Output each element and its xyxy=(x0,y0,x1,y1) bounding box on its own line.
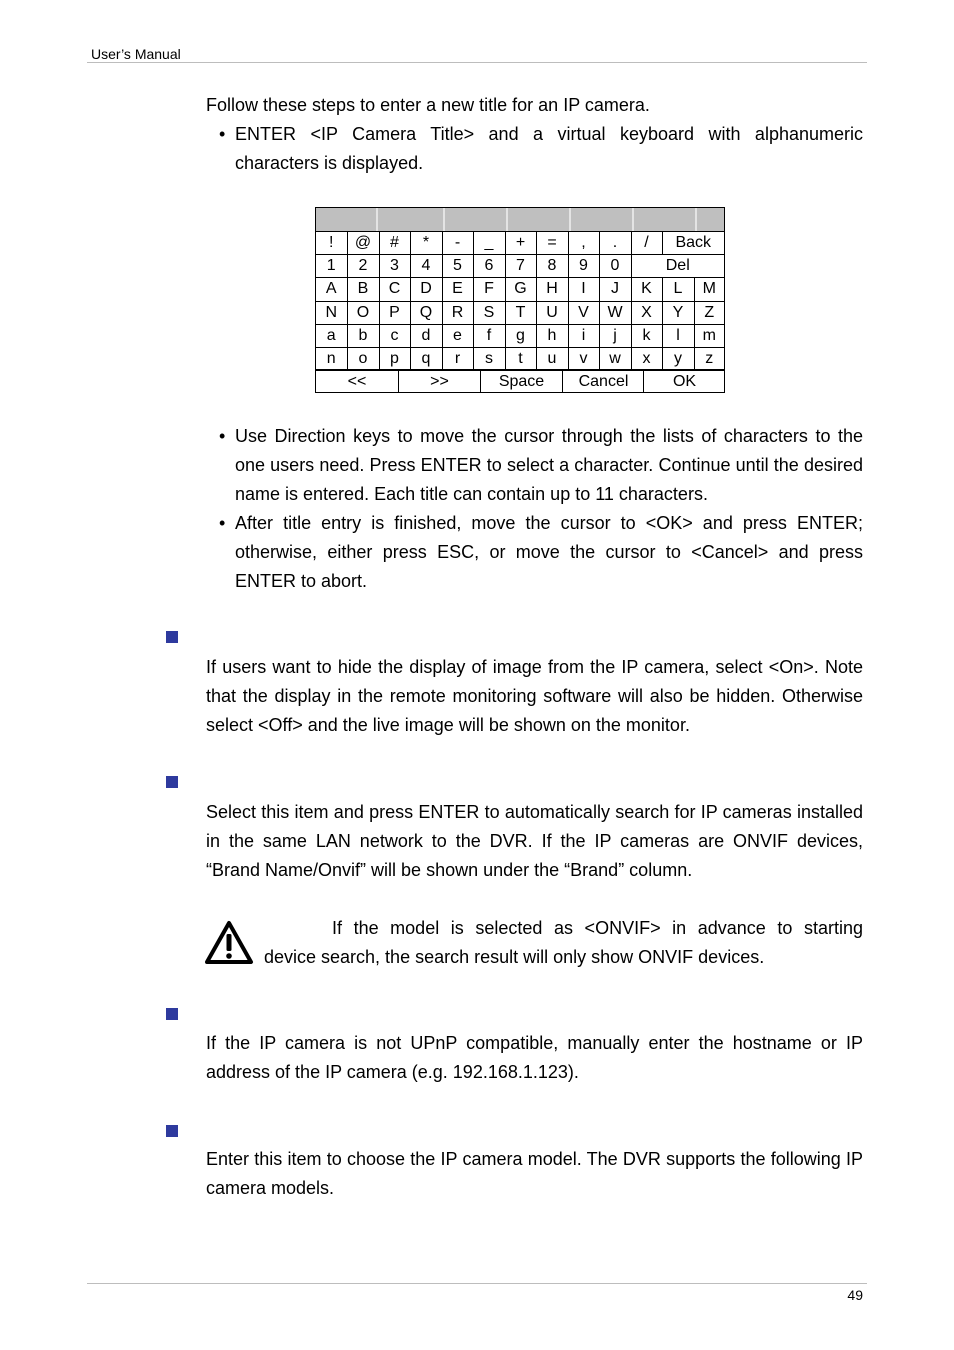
key[interactable]: H xyxy=(536,278,568,301)
bullet-marker: • xyxy=(219,124,226,144)
key[interactable]: e xyxy=(442,324,473,347)
key[interactable]: z xyxy=(694,347,724,370)
key[interactable]: h xyxy=(536,324,568,347)
key[interactable]: M xyxy=(694,278,724,301)
warning-icon xyxy=(204,920,254,966)
key[interactable]: i xyxy=(568,324,599,347)
key[interactable]: E xyxy=(442,278,473,301)
bullet-finish-entry: After title entry is finished, move the cursor to <OK> and press ENTER; otherwise, either press ESC, or move the cursor to <Cancel> and press ENTER to abort. xyxy=(235,513,863,591)
intro-text: Follow these steps to enter a new title for an IP camera. xyxy=(206,95,650,115)
key[interactable]: L xyxy=(662,278,694,301)
section-marker-square xyxy=(166,1125,178,1137)
key-ok[interactable]: OK xyxy=(643,370,725,393)
key[interactable]: f xyxy=(473,324,505,347)
key[interactable]: q xyxy=(410,347,442,370)
key[interactable]: N xyxy=(316,301,347,324)
key[interactable]: * xyxy=(410,232,442,255)
host-section-text: If the IP camera is not UPnP compatible, manually enter the hostname or IP address of the IP camera (e.g. 192.168.1.123). xyxy=(206,1033,863,1082)
virtual-keyboard xyxy=(315,207,725,393)
footer-divider xyxy=(87,1283,867,1284)
bullet-direction-keys: Use Direction keys to move the cursor through the lists of characters to the one users need. Press ENTER to select a character. Continue until the desired name is entered. Each title can contain up to 11 characters. xyxy=(235,426,863,504)
key[interactable]: W xyxy=(599,301,631,324)
key[interactable]: 9 xyxy=(568,255,599,278)
key[interactable]: a xyxy=(316,324,347,347)
header-divider xyxy=(87,62,867,63)
key[interactable]: O xyxy=(347,301,379,324)
note-text-line2: device search, the search result will only show ONVIF devices. xyxy=(264,947,765,967)
key[interactable]: g xyxy=(505,324,536,347)
key[interactable]: d xyxy=(410,324,442,347)
key[interactable]: J xyxy=(599,278,631,301)
key[interactable]: , xyxy=(568,232,599,255)
section-marker-square xyxy=(166,631,178,643)
key[interactable]: r xyxy=(442,347,473,370)
bullet-marker: • xyxy=(219,513,226,533)
key[interactable]: j xyxy=(599,324,631,347)
key[interactable]: # xyxy=(379,232,410,255)
key[interactable]: F xyxy=(473,278,505,301)
key[interactable]: 6 xyxy=(473,255,505,278)
key[interactable]: S xyxy=(473,301,505,324)
key-prev[interactable]: << xyxy=(347,373,367,390)
key[interactable]: o xyxy=(347,347,379,370)
key[interactable]: 2 xyxy=(347,255,379,278)
key[interactable]: y xyxy=(662,347,694,370)
key[interactable]: B xyxy=(347,278,379,301)
key[interactable]: Z xyxy=(694,301,724,324)
key[interactable]: n xyxy=(316,347,347,370)
model-section-text: Enter this item to choose the IP camera model. The DVR supports the following IP camera models. xyxy=(206,1149,863,1198)
key[interactable]: + xyxy=(505,232,536,255)
key[interactable]: b xyxy=(347,324,379,347)
keyboard-title-bar xyxy=(316,208,724,232)
key[interactable]: 7 xyxy=(505,255,536,278)
key[interactable]: v xyxy=(568,347,599,370)
key[interactable]: l xyxy=(662,324,694,347)
search-section-text: Select this item and press ENTER to automatically search for IP cameras installed in the same LAN network to the DVR. If the IP cameras are ONVIF devices, “Brand Name/Onvif” will be shown under the “Brand” column. xyxy=(206,802,863,880)
key[interactable]: Y xyxy=(662,301,694,324)
key-next[interactable]: >> xyxy=(398,370,480,393)
key[interactable]: K xyxy=(631,278,662,301)
key[interactable]: c xyxy=(379,324,410,347)
key-back[interactable]: Back xyxy=(662,232,724,255)
key[interactable]: 0 xyxy=(599,255,631,278)
key[interactable]: p xyxy=(379,347,410,370)
key[interactable]: w xyxy=(599,347,631,370)
key[interactable]: @ xyxy=(347,232,379,255)
key-cancel[interactable]: Cancel xyxy=(562,370,644,393)
section-marker-square xyxy=(166,1008,178,1020)
key[interactable]: 8 xyxy=(536,255,568,278)
key[interactable]: Q xyxy=(410,301,442,324)
key[interactable]: m xyxy=(694,324,724,347)
key[interactable]: _ xyxy=(473,232,505,255)
hide-section-text: If users want to hide the display of image from the IP camera, select <On>. Note that the display in the remote monitoring software will also be hidden. Otherwise select <Off> and the live image will be shown on the monitor. xyxy=(206,657,863,735)
key[interactable]: G xyxy=(505,278,536,301)
key[interactable]: C xyxy=(379,278,410,301)
key[interactable]: A xyxy=(316,278,347,301)
key[interactable]: / xyxy=(631,232,662,255)
key[interactable]: D xyxy=(410,278,442,301)
key[interactable]: P xyxy=(379,301,410,324)
key[interactable]: X xyxy=(631,301,662,324)
key[interactable]: V xyxy=(568,301,599,324)
key[interactable]: s xyxy=(473,347,505,370)
note-text-line1: If the model is selected as <ONVIF> in advance to starting xyxy=(332,918,863,938)
key[interactable]: u xyxy=(536,347,568,370)
key[interactable]: U xyxy=(536,301,568,324)
key[interactable]: . xyxy=(599,232,631,255)
bullet-enter-title: ENTER <IP Camera Title> and a virtual keyboard with alphanumeric characters is displayed. xyxy=(235,124,863,173)
key[interactable]: - xyxy=(442,232,473,255)
key[interactable]: I xyxy=(568,278,599,301)
key[interactable]: 4 xyxy=(410,255,442,278)
bullet-marker: • xyxy=(219,426,226,446)
key[interactable]: T xyxy=(505,301,536,324)
key[interactable]: = xyxy=(536,232,568,255)
keyboard-action-row xyxy=(316,369,724,393)
page-number: 49 xyxy=(847,1287,863,1303)
key[interactable]: 1 xyxy=(316,255,347,278)
key[interactable]: x xyxy=(631,347,662,370)
keyboard-keys xyxy=(316,232,724,371)
key[interactable]: R xyxy=(442,301,473,324)
running-header: User’s Manual xyxy=(91,46,181,62)
key[interactable]: 5 xyxy=(442,255,473,278)
key[interactable]: k xyxy=(631,324,662,347)
key[interactable]: 3 xyxy=(379,255,410,278)
section-marker-square xyxy=(166,776,178,788)
key[interactable]: t xyxy=(505,347,536,370)
key-del[interactable]: Del xyxy=(631,255,724,278)
key-space[interactable]: Space xyxy=(480,370,562,393)
key[interactable]: ! xyxy=(316,232,347,255)
